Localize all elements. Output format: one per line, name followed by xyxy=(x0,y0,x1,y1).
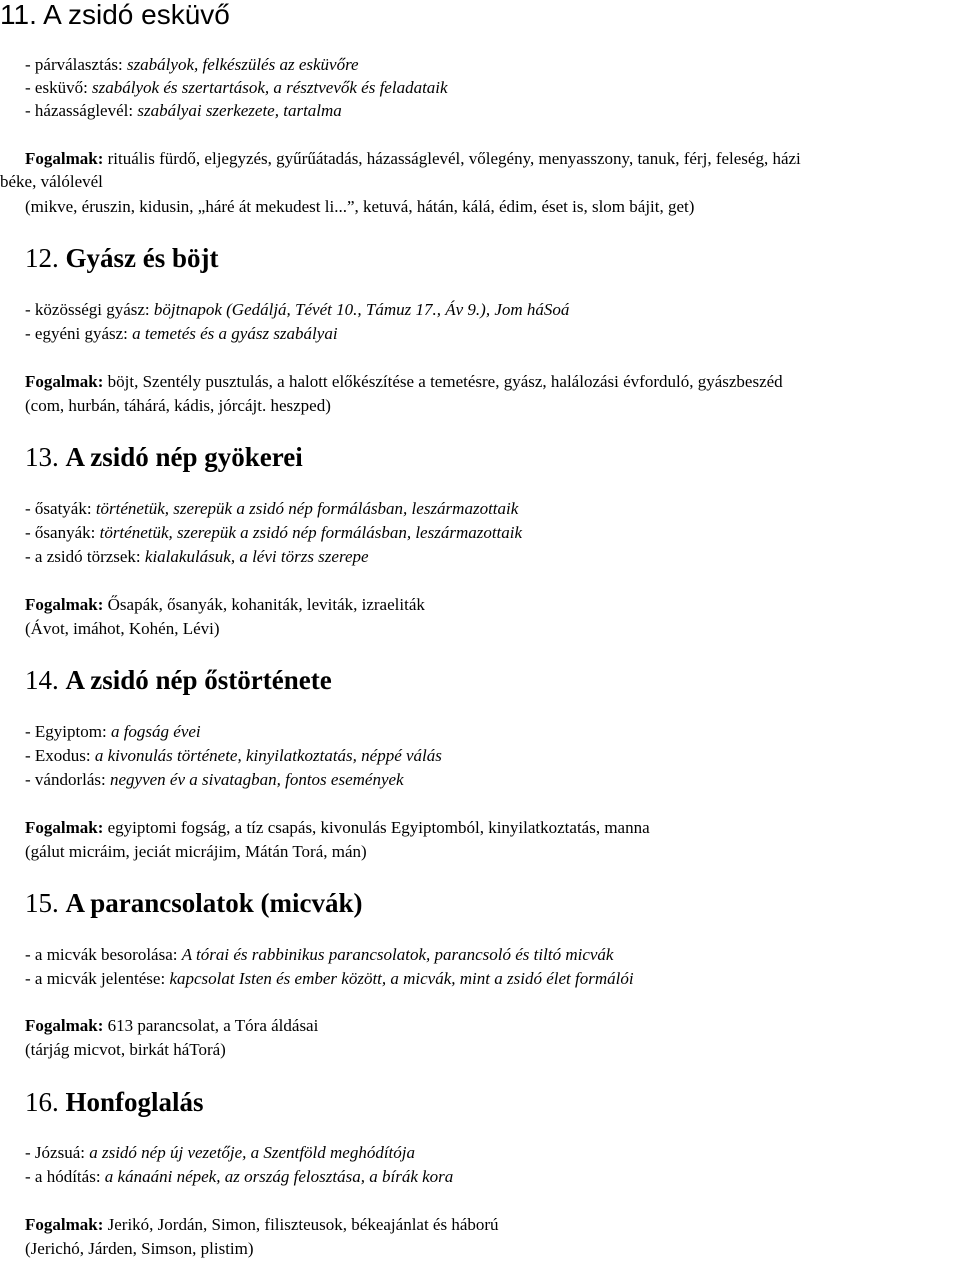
concepts-line: Fogalmak: rituális fürdő, eljegyzés, gyűrűátadás, házasságlevél, vőlegény, menyasszony, tanuk, férj, feleség, házi xyxy=(25,149,801,168)
list-item: - Exodus: a kivonulás története, kinyilatkoztatás, néppé válás xyxy=(25,746,442,765)
list-item: - ősatyák: történetük, szerepük a zsidó nép formálásban, leszármazottaik xyxy=(25,499,519,518)
list-item: - Józsuá: a zsidó nép új vezetője, a Szentföld meghódítója xyxy=(25,1143,416,1162)
hebrew-terms: (Ávot, imáhot, Kohén, Lévi) xyxy=(25,619,220,638)
hebrew-terms: (mikve, éruszin, kidusin, „háré át mekudest li...”, ketuvá, hátán, kálá, édim, éset is, slom bájit, get) xyxy=(25,197,695,216)
section-13-title: 13. A zsidó nép gyökerei xyxy=(25,442,303,472)
section-16-title: 16. Honfoglalás xyxy=(25,1087,204,1117)
list-item: - vándorlás: negyven év a sivatagban, fontos események xyxy=(25,770,404,789)
list-item: - egyéni gyász: a temetés és a gyász szabályai xyxy=(25,324,338,343)
section-15-title: 15. A parancsolatok (micvák) xyxy=(25,888,363,918)
list-item: - házasságlevél: szabályai szerkezete, tartalma xyxy=(25,101,342,120)
hebrew-terms: (Jerichó, Járden, Simson, plistim) xyxy=(25,1239,254,1258)
concepts-line: Fogalmak: Jerikó, Jordán, Simon, filiszteusok, békeajánlat és háború xyxy=(25,1215,499,1234)
list-item: - esküvő: szabályok és szertartások, a résztvevők és feladataik xyxy=(25,78,448,97)
hebrew-terms: (tárjág micvot, birkát háTorá) xyxy=(25,1040,226,1059)
list-item: - a micvák besorolása: A tórai és rabbinikus parancsolatok, parancsoló és tiltó micvák xyxy=(25,945,614,964)
list-item: - a hódítás: a kánaáni népek, az ország felosztása, a bírák kora xyxy=(25,1167,454,1186)
list-item: - párválasztás: szabályok, felkészülés az esküvőre xyxy=(25,55,359,74)
concepts-line: Fogalmak: böjt, Szentély pusztulás, a halott előkészítése a temetésre, gyász, halálozási évforduló, gyászbeszéd xyxy=(25,372,783,391)
concepts-line: Fogalmak: egyiptomi fogság, a tíz csapás, kivonulás Egyiptomból, kinyilatkoztatás, manna xyxy=(25,818,650,837)
section-11-title: 11. A zsidó esküvő xyxy=(0,0,230,30)
hebrew-terms: (com, hurbán, táhárá, kádis, jórcájt. heszped) xyxy=(25,396,331,415)
list-item: - a zsidó törzsek: kialakulásuk, a lévi törzs szerepe xyxy=(25,547,369,566)
list-item: - közösségi gyász: böjtnapok (Gedáljá, Tévét 10., Támuz 17., Áv 9.), Jom háSoá xyxy=(25,300,570,319)
list-item: - a micvák jelentése: kapcsolat Isten és ember között, a micvák, mint a zsidó élet formálói xyxy=(25,969,634,988)
concepts-line: Fogalmak: Ősapák, ősanyák, kohaniták, leviták, izraeliták xyxy=(25,595,425,614)
section-12-title: 12. Gyász és böjt xyxy=(25,243,219,273)
section-14-title: 14. A zsidó nép őstörténete xyxy=(25,665,332,695)
hebrew-terms: (gálut micráim, jeciát micrájim, Mátán Torá, mán) xyxy=(25,842,367,861)
concepts-line: Fogalmak: 613 parancsolat, a Tóra áldásai xyxy=(25,1016,319,1035)
list-item: - ősanyák: történetük, szerepük a zsidó nép formálásban, leszármazottaik xyxy=(25,523,523,542)
list-item: - Egyiptom: a fogság évei xyxy=(25,722,201,741)
concepts-line-continued: béke, válólevél xyxy=(0,172,103,191)
